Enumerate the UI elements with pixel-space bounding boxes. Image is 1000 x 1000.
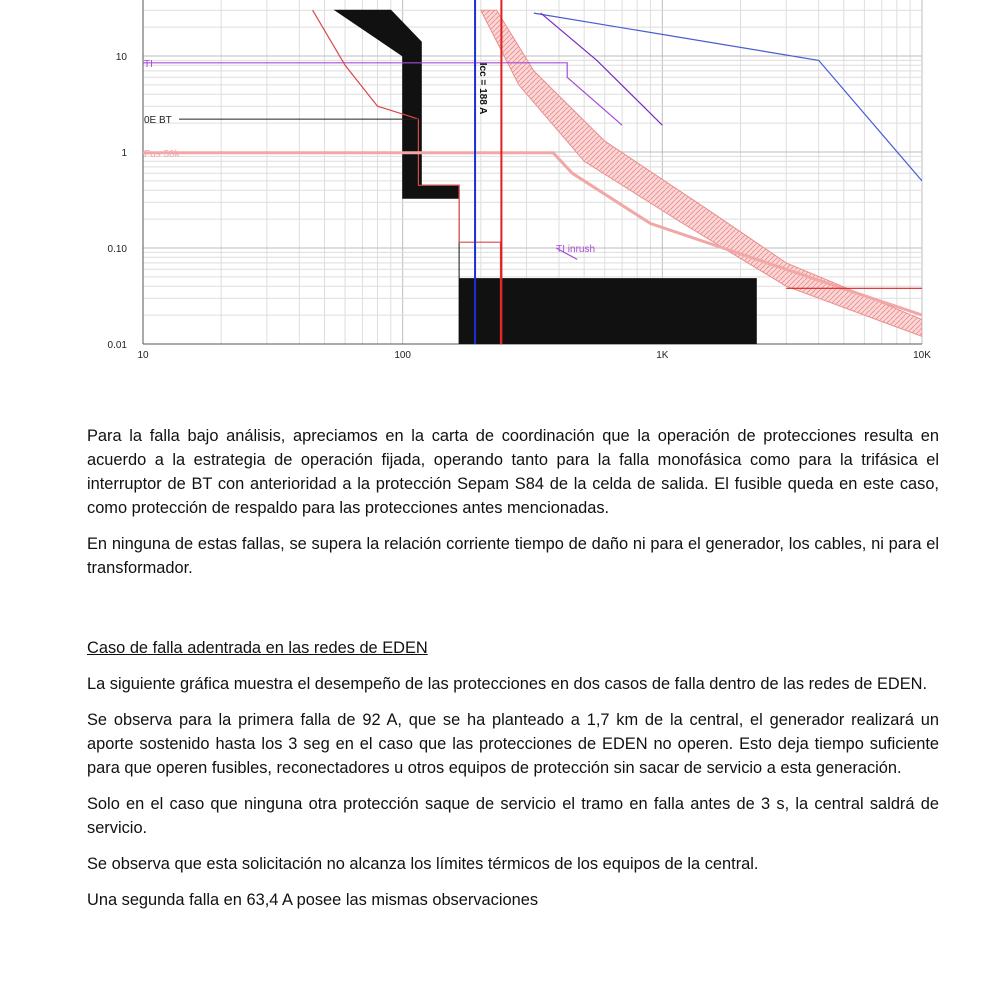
x-tick-label: 10K — [913, 350, 931, 361]
y-tick-label: 0.10 — [107, 244, 127, 255]
paragraph-5: Solo en el caso que ninguna otra protección saque de servicio el tramo en falla antes de 3 s, la central saldrá de servicio. — [87, 795, 939, 837]
paragraph-7: Una segunda falla en 63,4 A posee las mismas observaciones — [87, 891, 539, 909]
y-tick-label: 10 — [115, 52, 127, 63]
document-body — [87, 424, 939, 924]
label-inrush: TI inrush — [556, 244, 596, 255]
x-tick-label: 1K — [656, 350, 669, 361]
y-tick-label: 1 — [121, 148, 127, 159]
x-tick-label: 10 — [137, 350, 149, 361]
coordination-chart-svg — [0, 0, 1000, 380]
paragraph-4: Se observa para la primera falla de 92 A, que se ha planteado a 1,7 km de la central, el generador realizará un aporte sostenido hasta los 3 seg en el caso que las protecciones de EDEN no operen. Esto deja tiempo suficiente para que operen fusibles, reconectadores u otros equipos de protección sin sacar de servicio a esta generación. — [87, 711, 939, 777]
paragraph-3: La siguiente gráfica muestra el desempeño de las protecciones en dos casos de falla dentro de las redes de EDEN. — [87, 675, 928, 693]
label-icc: Icc = 188 A — [477, 62, 489, 115]
label-ti: TI — [144, 58, 153, 70]
paragraph-1: Para la falla bajo análisis, apreciamos en la carta de coordinación que la operación de protecciones resulta en acuerdo a la estrategia de operación fijada, operando tanto para la falla monofásica como para la trifásica el interruptor de BT con anterioridad a la protección Sepam S84 de la celda de salida. El fusible queda en este caso, como protección de respaldo para las protecciones antes mencionadas. — [87, 427, 939, 517]
x-tick-label: 100 — [394, 350, 412, 361]
label-fus: Fus 50k — [144, 148, 180, 160]
paragraph-2: En ninguna de estas fallas, se supera la relación corriente tiempo de daño ni para el generador, los cables, ni para el transformador. — [87, 535, 939, 577]
label-oebt: 0E BT — [144, 115, 172, 127]
paragraph-6: Se observa que esta solicitación no alcanza los límites térmicos de los equipos de la central. — [87, 855, 759, 873]
section-heading: Caso de falla adentrada en las redes de EDEN — [87, 639, 428, 657]
coordination-chart — [0, 0, 1000, 380]
y-tick-label: 0.01 — [107, 340, 127, 351]
plot-area — [143, 0, 922, 344]
